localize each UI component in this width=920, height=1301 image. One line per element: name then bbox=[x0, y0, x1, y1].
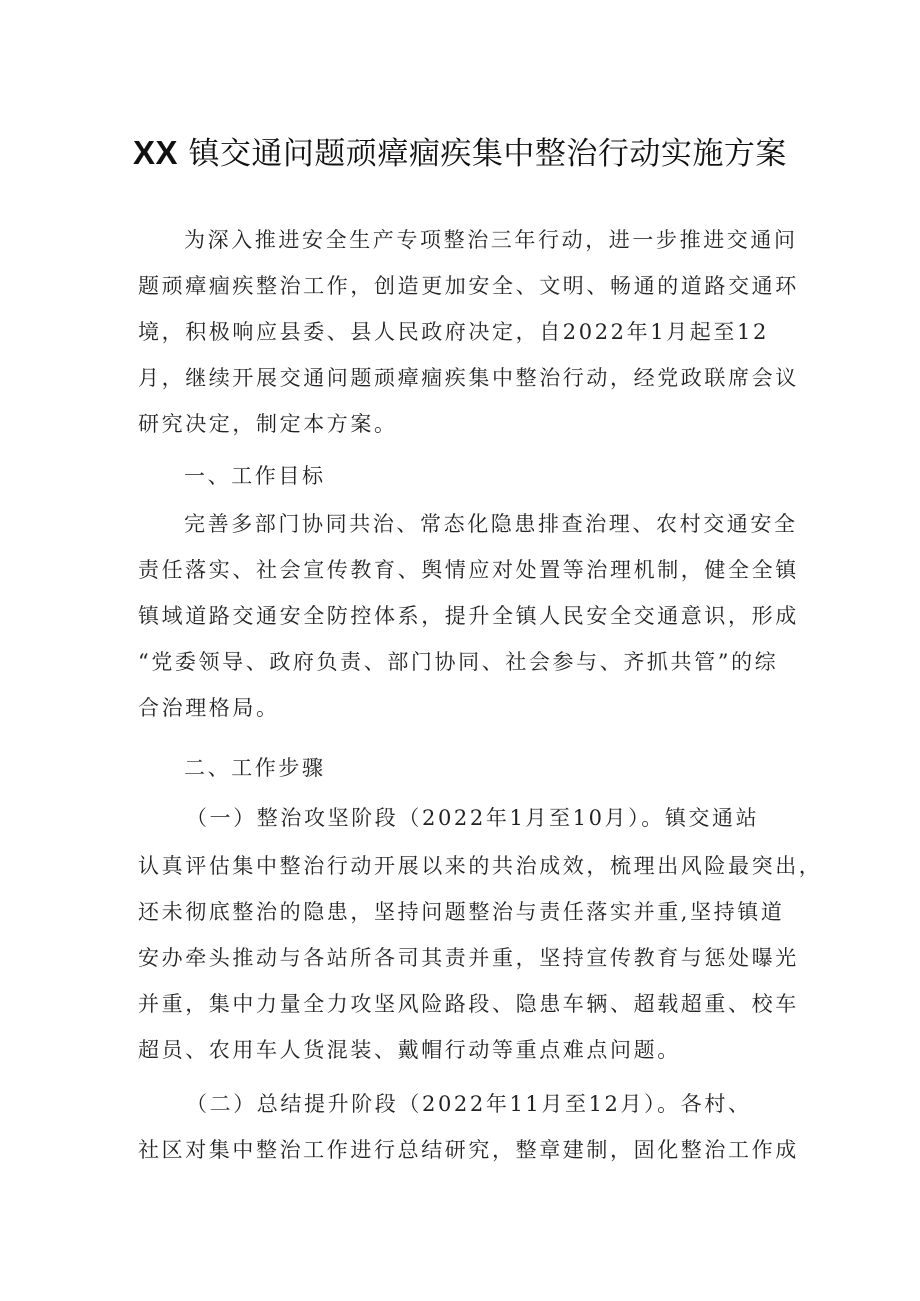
title-text: 镇交通问题顽瘴痼疾集中整治行动实施方案 bbox=[188, 136, 787, 172]
section1-line-2: 责任落实、社会宣传教育、舆情应对处置等治理机制，健全全镇 bbox=[138, 558, 799, 582]
phase1-line-1: （一）整治攻坚阶段（2022年1月至10月）。镇交通站 bbox=[186, 806, 760, 830]
section1-heading: 一、工作目标 bbox=[184, 464, 326, 488]
section1-line-5: 合治理格局。 bbox=[138, 696, 280, 720]
section1-line-4: “党委领导、政府负责、部门协同、社会参与、齐抓共管”的综 bbox=[138, 650, 779, 674]
section2-heading: 二、工作步骤 bbox=[184, 756, 326, 780]
intro-line-3: 境，积极响应县委、县人民政府决定，自2022年1月起至12 bbox=[138, 320, 769, 344]
document-title bbox=[0, 128, 920, 173]
intro-line-1: 为深入推进安全生产专项整治三年行动，进一步推进交通问 bbox=[184, 228, 798, 252]
phase1-line-2: 认真评估集中整治行动开展以来的共治成效，梳理出风险最突出， bbox=[138, 854, 823, 878]
intro-line-4: 月，继续开展交通问题顽瘴痼疾集中整治行动，经党政联席会议 bbox=[138, 366, 799, 390]
phase2-line-1: （二）总结提升阶段（2022年11月至12月）。各村、 bbox=[186, 1092, 752, 1116]
phase1-line-5: 并重，集中力量全力攻坚风险路段、隐患车辆、超载超重、校车 bbox=[138, 992, 799, 1016]
section1-line-1: 完善多部门协同共治、常态化隐患排查治理、农村交通安全 bbox=[184, 512, 798, 536]
intro-line-2: 题顽瘴痼疾整治工作，创造更加安全、文明、畅通的道路交通环 bbox=[138, 274, 799, 298]
phase1-line-3: 还未彻底整治的隐患，坚持问题整治与责任落实并重,坚持镇道 bbox=[138, 900, 785, 924]
phase1-line-6: 超员、农用车人货混装、戴帽行动等重点难点问题。 bbox=[138, 1038, 681, 1062]
intro-line-5: 研究决定，制定本方案。 bbox=[138, 412, 398, 436]
phase1-line-4: 安办牵头推动与各站所各司其责并重，坚持宣传教育与惩处曝光 bbox=[138, 946, 799, 970]
phase2-line-2: 社区对集中整治工作进行总结研究，整章建制，固化整治工作成 bbox=[138, 1138, 799, 1162]
section1-line-3: 镇域道路交通安全防控体系，提升全镇人民安全交通意识，形成 bbox=[138, 604, 799, 628]
title-prefix: XX bbox=[133, 134, 179, 171]
